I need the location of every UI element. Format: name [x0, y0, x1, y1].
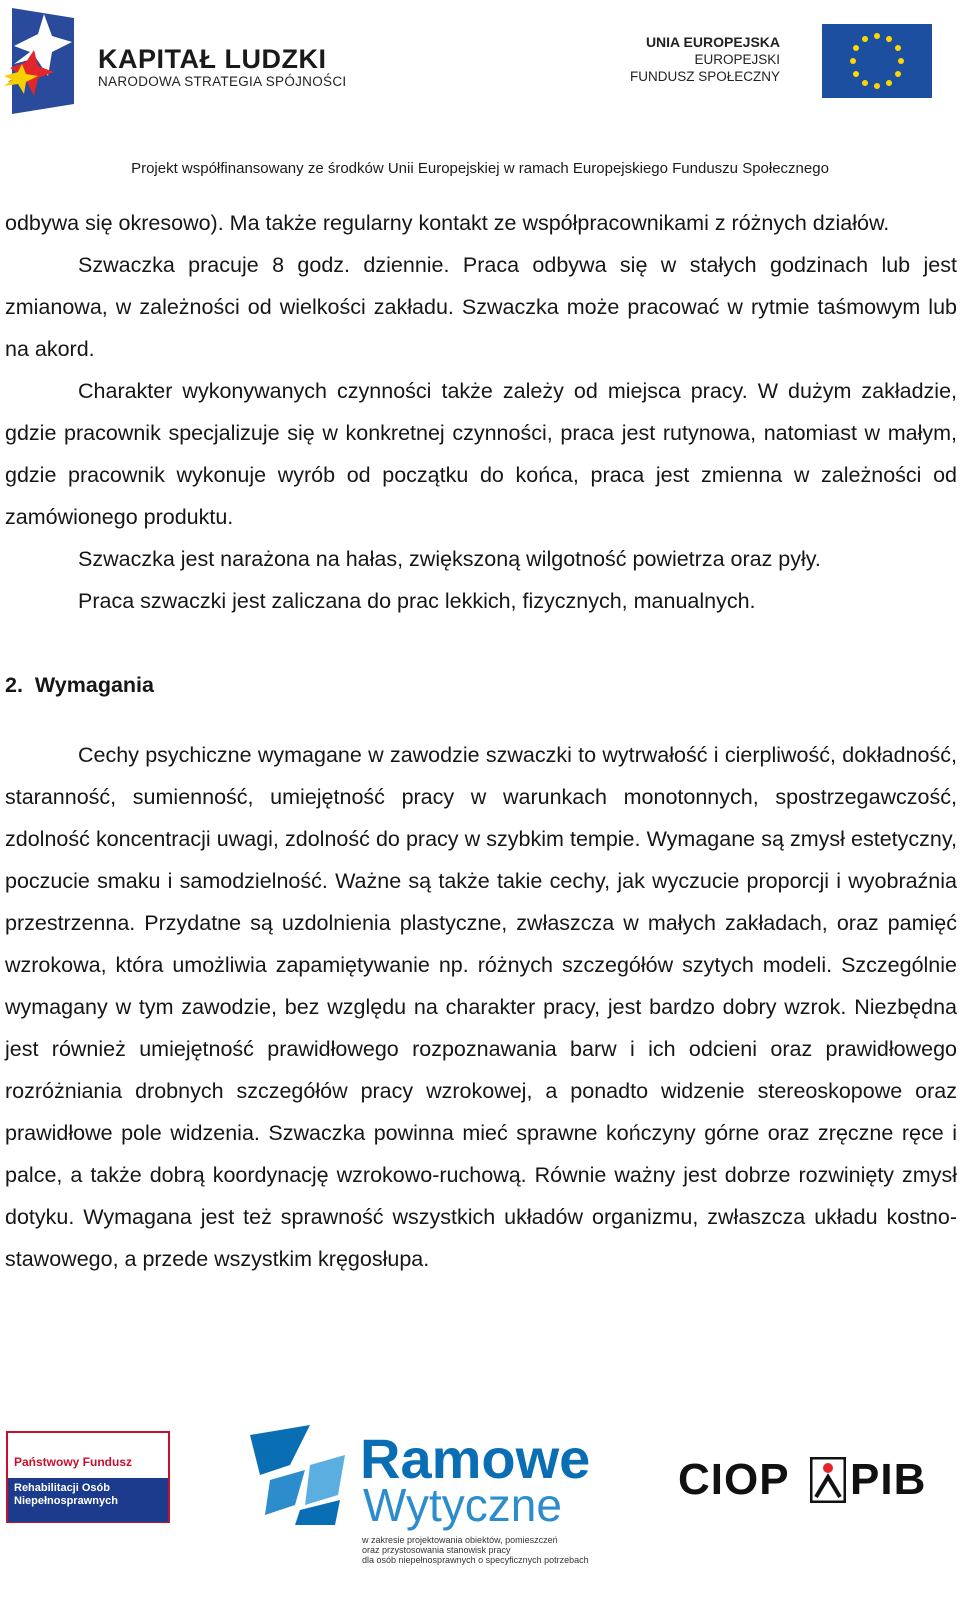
kapital-ludzki-title: KAPITAŁ LUDZKI [98, 44, 327, 74]
wytyczne-title: Wytyczne [363, 1479, 562, 1531]
kapital-ludzki-logo-icon [4, 6, 76, 114]
ciop-text: CIOP [678, 1455, 790, 1504]
eu-line-3: FUNDUSZ SPOŁECZNY [629, 69, 780, 84]
ramowe-title: Ramowe [360, 1427, 591, 1490]
eu-line-2: EUROPEJSKI [694, 52, 780, 67]
spacer [5, 622, 957, 664]
eu-fund-text [630, 34, 780, 85]
ciop-person-icon [810, 1457, 846, 1503]
paragraph-5: Praca szwaczki jest zaliczana do prac lekkich, fizycznych, manualnych. [78, 589, 756, 613]
paragraph-6: Cechy psychiczne wymagane w zawodzie szwaczki to wytrwałość i cierpliwość, dokładność, staranność, sumienność, umiejętność pracy w warunkach monotonnych, spostrzegawczość, zdolność koncentracji uwagi, zdolność do pracy w szybkim tempie. Wymagane są zmysł estetyczny, poczucie smaku i samodzielność. Ważne są także takie cechy, jak wyczucie proporcji i wyobraźnia przestrzenna. Przydatne są uzdolnienia plastyczne, zwłaszcza w małych zakładach, oraz pamięć wzrokowa, która umożliwia zapamiętywanie np. różnych szczegółów szytych modeli. Szczególnie wymagany w tym zawodzie, bez względu na charakter pracy, jest bardzo dobry wzrok. Niezbędna jest również umiejętność prawidłowego rozpoznawania barw i ich odcieni oraz prawidłowego rozróżniania drobnych szczegółów pracy wzrokowej, a ponadto widzenie stereoskopowe oraz prawidłowe pole widzenia. Szwaczka powinna mieć sprawne kończyny górne oraz zręczne ręce i palce, a także dobrą koordynację wzrokowo-ruchową. Równie ważny jest dobrze rozwinięty zmysł dotyku. Wymagana jest też sprawność wszystkich układów organizmu, zwłaszcza układu kostno-stawowego, a przede wszystkim kręgosłupa. [5, 743, 957, 1271]
page-header [0, 0, 960, 190]
pfron-line-1: Państwowy Fundusz [14, 1455, 133, 1469]
spacer [5, 706, 957, 734]
rw-small-line-2: oraz przystosowania stanowisk pracy [362, 1545, 511, 1555]
ramowe-wytyczne-mark-icon [250, 1425, 350, 1525]
paragraph-4: Szwaczka jest narażona na hałas, zwiększoną wilgotność powietrza oraz pyły. [78, 547, 821, 571]
pfron-line-3: Niepełnosprawnych [14, 1495, 118, 1507]
section-title: 2. Wymagania [5, 673, 154, 697]
eu-flag-icon [822, 24, 932, 98]
rw-small-line-3: dla osób niepełnosprawnych o specyficznych potrzebach [362, 1555, 589, 1565]
page-footer [0, 1425, 960, 1621]
pib-text: PIB [850, 1455, 927, 1504]
pfron-label-block [8, 1478, 168, 1522]
paragraph-2: Szwaczka pracuje 8 godz. dziennie. Praca odbywa się w stałych godzinach lub jest zmianowa, w zależności od wielkości zakładu. Szwaczka może pracować w rytmie taśmowym lub na akord. [5, 253, 957, 361]
ramowe-wytyczne-subtext [362, 1535, 602, 1565]
paragraph-1: odbywa się okresowo). Ma także regularny kontakt ze współpracownikami z różnych działów. [5, 211, 890, 235]
rw-small-line-1: w zakresie projektowania obiektów, pomieszczeń [362, 1535, 558, 1545]
pfron-line-2: Rehabilitacji Osób [14, 1482, 110, 1494]
paragraph-3: Charakter wykonywanych czynności także zależy od miejsca pracy. W dużym zakładzie, gdzie pracownik specjalizuje się w konkretnej czynności, praca jest rutynowa, natomiast w małym, gdzie pracownik wykonuje wyrób od początku do końca, praca jest zmienna w zależności od zamówionego produktu. [5, 379, 957, 529]
ciop-pib-logo [678, 1455, 934, 1505]
project-cofinancing-line: Projekt współfinansowany ze środków Unii Europejskiej w ramach Europejskiego Funduszu Społecznego [131, 160, 829, 177]
pfron-logo [6, 1431, 170, 1523]
eu-line-1: UNIA EUROPEJSKA [645, 34, 780, 50]
kapital-ludzki-subtitle: NARODOWA STRATEGIA SPÓJNOŚCI [98, 74, 347, 89]
document-body [5, 202, 957, 1280]
